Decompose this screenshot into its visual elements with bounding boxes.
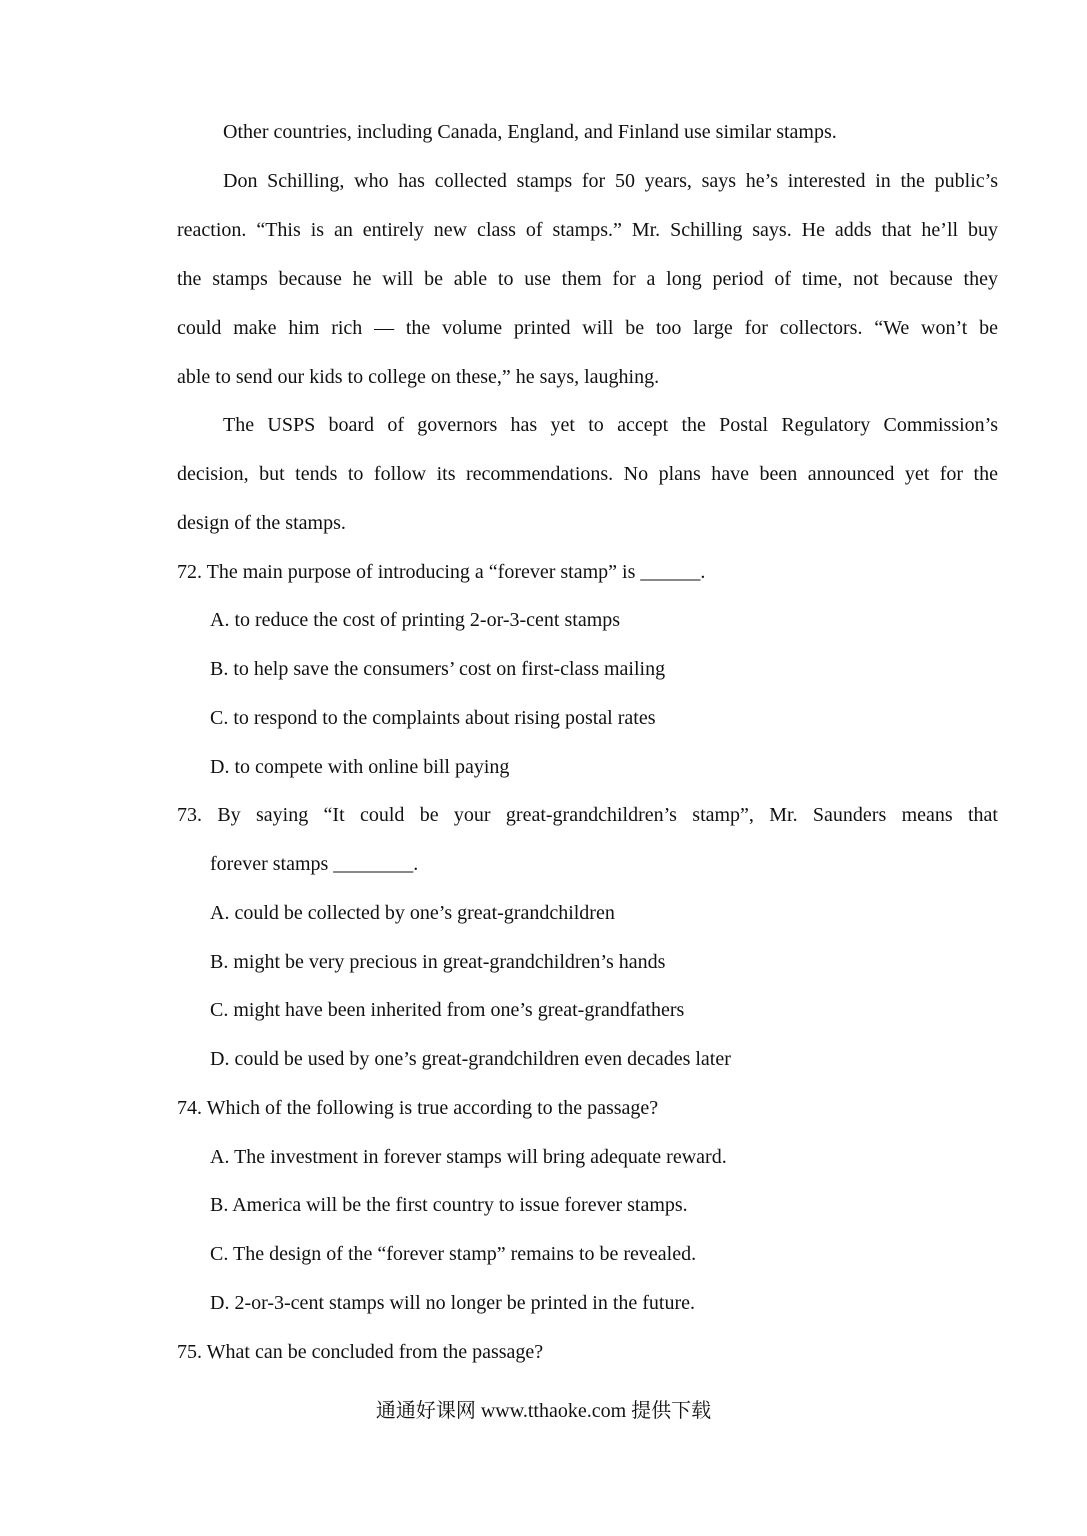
answer-option: B. America will be the first country to issue forever stamps. — [210, 1194, 688, 1216]
question-stem: 75. What can be concluded from the passage? — [177, 1341, 544, 1363]
answer-option: A. The investment in forever stamps will bring adequate reward. — [210, 1146, 727, 1168]
answer-option: D. 2-or-3-cent stamps will no longer be printed in the future. — [210, 1292, 696, 1314]
question-stem: 74. Which of the following is true according to the passage? — [177, 1097, 659, 1119]
answer-option: A. could be collected by one’s great-grandchildren — [210, 902, 615, 924]
answer-option: B. to help save the consumers’ cost on first-class mailing — [210, 658, 666, 680]
question-stem: 73. By saying “It could be your great-grandchildren’s stamp”, Mr. Saunders means that — [177, 804, 998, 826]
paragraph-line: reaction. “This is an entirely new class of stamps.” Mr. Schilling says. He adds that he’ll buy — [177, 219, 998, 241]
paragraph-line: The USPS board of governors has yet to accept the Postal Regulatory Commission’s — [223, 414, 998, 436]
answer-option: B. might be very precious in great-grandchildren’s hands — [210, 951, 666, 973]
paragraph-line: Other countries, including Canada, England, and Finland use similar stamps. — [223, 121, 837, 143]
answer-option: C. The design of the “forever stamp” remains to be revealed. — [210, 1243, 697, 1265]
paragraph-line: could make him rich — the volume printed will be too large for collectors. “We won’t be — [177, 317, 998, 339]
question-stem: 72. The main purpose of introducing a “forever stamp” is ______. — [177, 561, 706, 583]
paragraph-line: decision, but tends to follow its recommendations. No plans have been announced yet for the — [177, 463, 998, 485]
paragraph-line: Don Schilling, who has collected stamps for 50 years, says he’s interested in the public’s — [223, 170, 998, 192]
question-stem: forever stamps ________. — [210, 853, 419, 875]
answer-option: D. could be used by one’s great-grandchildren even decades later — [210, 1048, 731, 1070]
answer-option: C. to respond to the complaints about rising postal rates — [210, 707, 656, 729]
answer-option: A. to reduce the cost of printing 2-or-3-cent stamps — [210, 609, 621, 631]
answer-option: D. to compete with online bill paying — [210, 756, 510, 778]
paragraph-line: design of the stamps. — [177, 512, 346, 534]
answer-option: C. might have been inherited from one’s great-grandfathers — [210, 999, 685, 1021]
paragraph-line: the stamps because he will be able to use them for a long period of time, not because they — [177, 268, 998, 290]
paragraph-line: able to send our kids to college on these,” he says, laughing. — [177, 366, 660, 388]
page-footer: 通通好课网 www.tthaoke.com 提供下载 — [375, 1400, 712, 1422]
